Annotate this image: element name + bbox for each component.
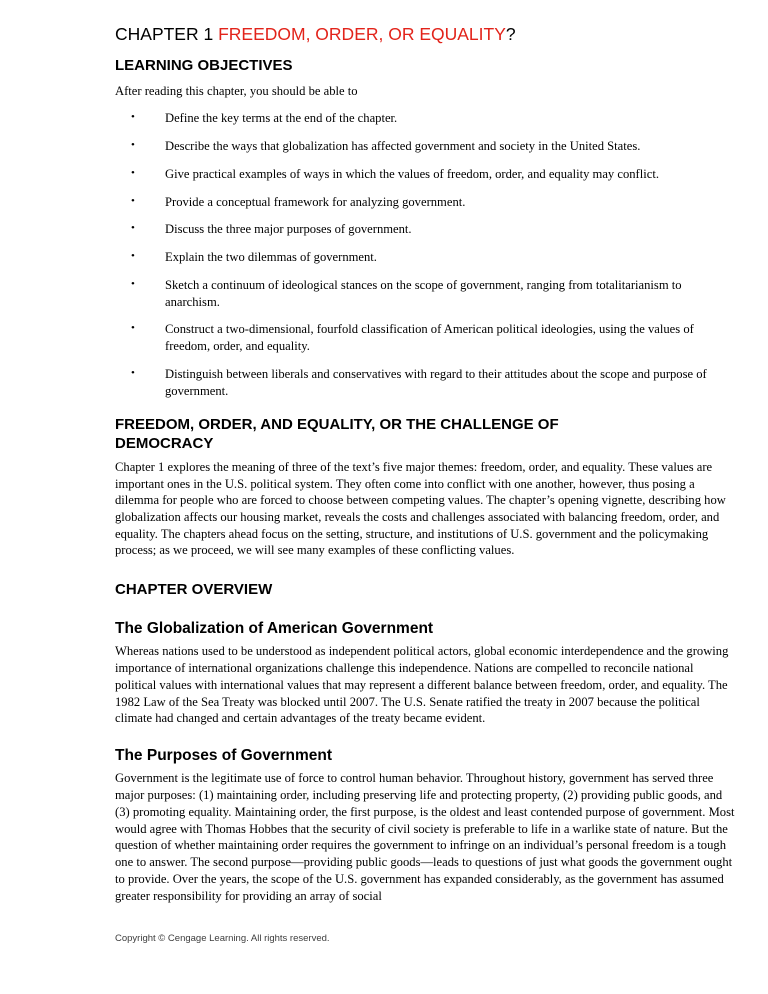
list-item <box>115 110 736 127</box>
copyright-footer: Copyright © Cengage Learning. All rights reserved. <box>115 933 330 944</box>
globalization-body: Whereas nations used to be understood as independent political actors, global economic interdependence and the growing importance of international organizations challenge this independence. Nations are compelled to reconcile national political values with international values that may represent a different balance between freedom, order, and equality. The 1982 Law of the Sea Treaty was blocked until 2007. The U.S. Senate ratified the treaty in 2007 because the political climate had changed and certain advantages of the treaty became evident. <box>115 644 729 726</box>
objective-text: Construct a two-dimensional, fourfold classification of American political ideologies, using the values of freedom, order, and equality. <box>165 322 694 354</box>
objectives-list <box>115 110 736 399</box>
objective-text: Give practical examples of ways in which the values of freedom, order, and equality may conflict. <box>165 166 659 181</box>
bullet-icon: • <box>131 222 135 235</box>
objective-text: Distinguish between liberals and conservatives with regard to their attitudes about the scope and purpose of government. <box>165 366 707 398</box>
bullet-icon: • <box>131 194 135 207</box>
bullet-icon: • <box>131 139 135 152</box>
bullet-icon: • <box>131 322 135 335</box>
objective-text: Explain the two dilemmas of government. <box>165 250 377 265</box>
learning-objectives-intro: After reading this chapter, you should be able to <box>115 83 358 98</box>
bullet-icon: • <box>131 111 135 124</box>
list-item <box>115 321 736 354</box>
purposes-body: Government is the legitimate use of force to control human behavior. Throughout history, government has served three major purposes: (1) maintaining order, including preserving life and protecting property, (2) providing public goods, and (3) promoting equality. Maintaining order, the first purpose, is the oldest and least contended purpose of government. Most would agree with Thomas Hobbes that the security of civil society is preferable to life in a warlike state of nature. But the question of whether maintaining order requires the government to infringe on an individual’s personal freedom is a tough one to answer. The second purpose—providing public goods—leads to questions of just what goods the government ought to provide. Over the years, the scope of the U.S. government has expanded considerably, as the government has assumed greater responsibility for providing an array of social <box>115 771 735 903</box>
objective-text: Discuss the three major purposes of government. <box>165 222 412 237</box>
bullet-icon: • <box>131 250 135 263</box>
chapter-overview-heading: CHAPTER OVERVIEW <box>115 581 273 599</box>
globalization-heading: The Globalization of American Government <box>115 619 434 637</box>
challenge-section-heading <box>115 416 736 454</box>
objective-text: Define the key terms at the end of the chapter. <box>165 111 398 126</box>
list-item <box>115 138 736 155</box>
page-title-highlight: FREEDOM, ORDER, OR EQUALITY <box>218 24 506 44</box>
objective-text: Sketch a continuum of ideological stances on the scope of government, ranging from totalitarianism to anarchism. <box>165 277 682 309</box>
challenge-heading-line1: FREEDOM, ORDER, AND EQUALITY, OR THE CHALLENGE OF <box>115 416 559 434</box>
list-item <box>115 366 736 399</box>
page-title-question-mark: ? <box>505 24 516 44</box>
challenge-heading-line2: DEMOCRACY <box>115 435 214 453</box>
list-item <box>115 221 736 238</box>
bullet-icon: • <box>131 366 135 379</box>
bullet-icon: • <box>131 277 135 290</box>
list-item <box>115 249 736 266</box>
page-title <box>115 24 736 45</box>
learning-objectives-heading: LEARNING OBJECTIVES <box>115 57 293 74</box>
objective-text: Provide a conceptual framework for analyzing government. <box>165 194 466 209</box>
list-item <box>115 166 736 183</box>
list-item <box>115 194 736 211</box>
page-title-chapter: CHAPTER 1 <box>115 24 219 44</box>
challenge-section-body: Chapter 1 explores the meaning of three of the text’s five major themes: freedom, order, and equality. These values are important ones in the U.S. political system. They often come into conflict with one another, however, thus posing a dilemma for people who are forced to choose between competing values. The chapter’s opening vignette, describing how globalization affects our housing market, reveals the costs and challenges associated with balancing freedom, order, and equality. The chapters ahead focus on the setting, structure, and institutions of U.S. government and the policymaking process; as we proceed, we will see many examples of these conflicting values. <box>115 459 726 558</box>
bullet-icon: • <box>131 166 135 179</box>
objective-text: Describe the ways that globalization has affected government and society in the United States. <box>165 139 641 154</box>
list-item <box>115 277 736 310</box>
purposes-heading: The Purposes of Government <box>115 747 333 764</box>
